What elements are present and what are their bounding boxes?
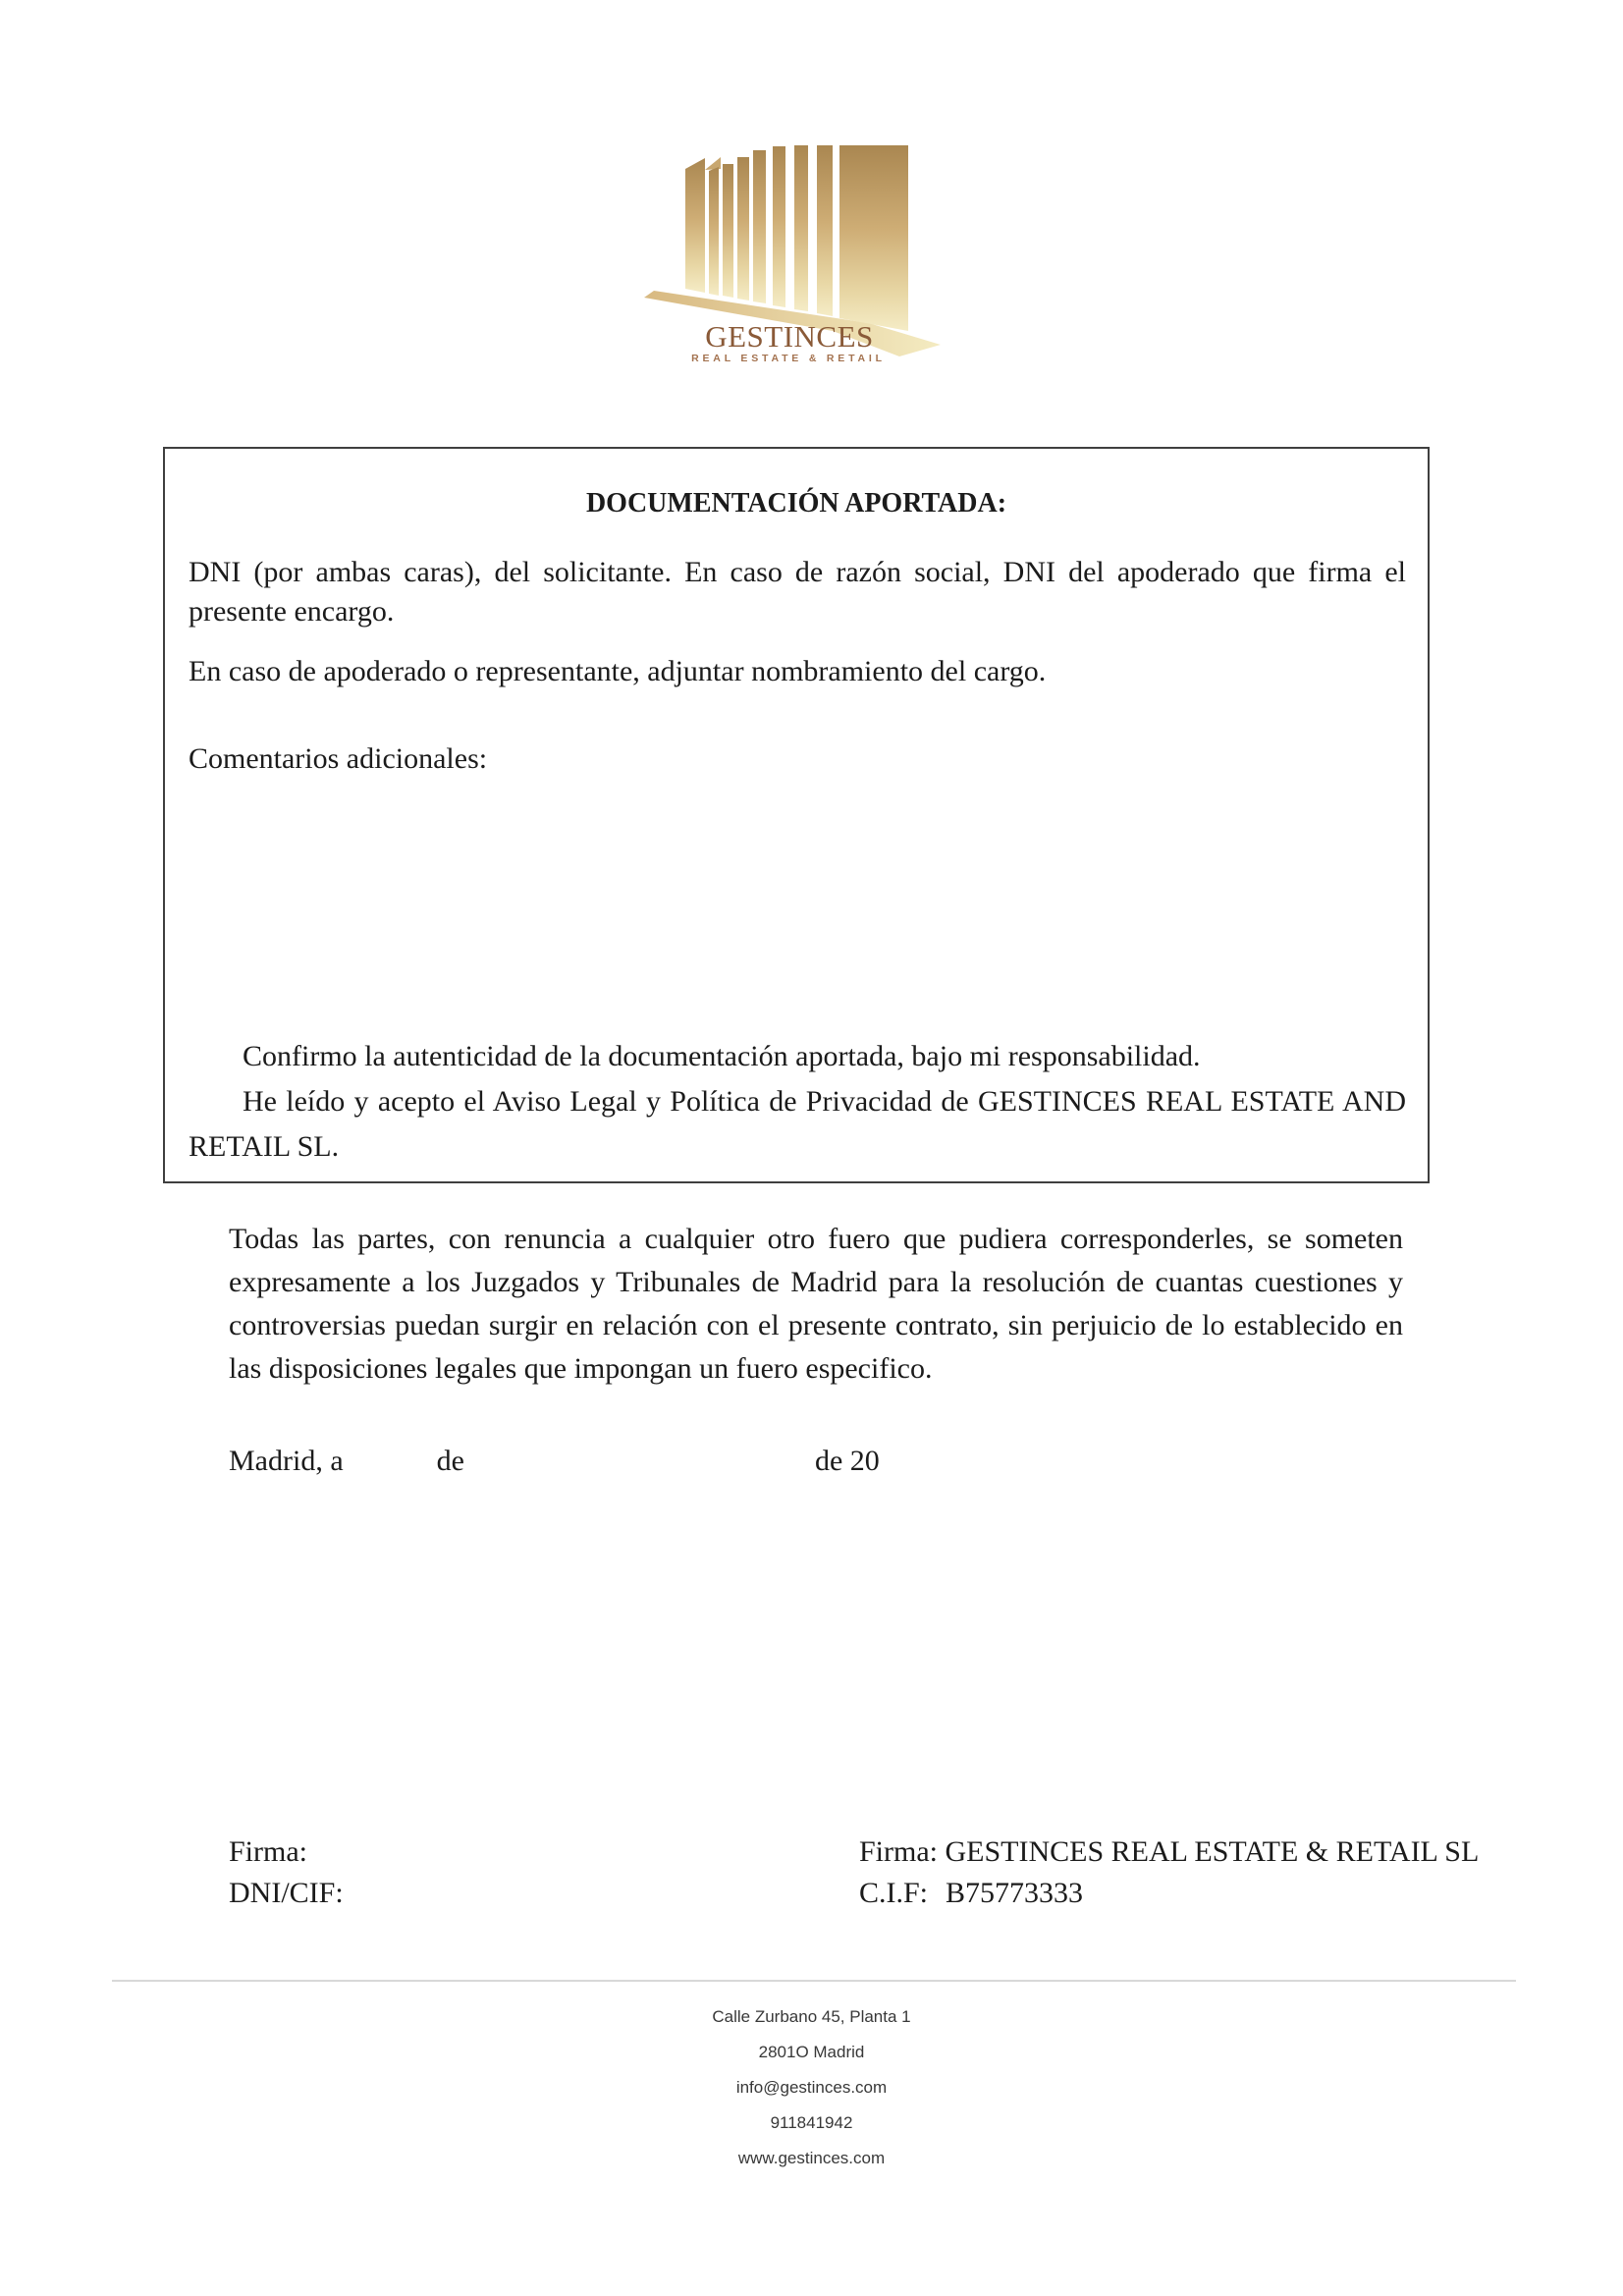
brand-tagline: REAL ESTATE & RETAIL [691,353,886,364]
signature-firma-left-label: Firma: [229,1835,307,1868]
footer-address-line1: Calle Zurbano 45, Planta 1 [712,2007,911,2026]
confirmation-block [189,1034,1406,1170]
footer [0,2005,1623,2182]
footer-email: info@gestinces.com [735,2078,888,2097]
signature-cif-label: C.I.F: [859,1877,929,1909]
footer-divider [112,1980,1516,1982]
date-line [229,1442,880,1481]
signature-firma-right-label: Firma: GESTINCES REAL ESTATE & RETAIL SL [859,1835,1480,1868]
footer-website: www.gestinces.com [737,2149,886,2167]
date-de-1: de [436,1445,464,1477]
date-city-label: Madrid, a [229,1445,344,1477]
signature-cif-value: B75773333 [946,1877,1084,1909]
legal-acceptance-text: He leído y acepto el Aviso Legal y Política de Privacidad de GESTINCES REAL ESTATE AND RETAIL SL. [189,1085,1406,1163]
buildings-logo-graphic [599,108,1031,373]
dni-paragraph: DNI (por ambas caras), del solicitante. En caso de razón social, DNI del apoderado que firma el presente encargo. [189,556,1406,628]
documentation-box [163,447,1430,1183]
footer-address-line2: 2801O Madrid [758,2043,865,2061]
confirm-authenticity-text: Confirmo la autenticidad de la documentación aportada, bajo mi responsabilidad. [243,1040,1201,1072]
brand-wordmark: GESTINCES [705,319,874,354]
signature-cif-row [859,1874,1083,1913]
signature-dni-label: DNI/CIF: [229,1877,344,1909]
date-de-2: de 20 [814,1445,880,1477]
company-logo [599,108,1031,373]
footer-phone: 911841942 [770,2113,853,2132]
jurisdiction-paragraph: Todas las partes, con renuncia a cualquier otro fuero que pudiera corresponderles, se someten expresamente a los Juzgados y Tribunales de Madrid para la resolución de cuantas cuestiones y controversias puedan surgir en relación con el presente contrato, sin perjuicio de lo establecido en las disposiciones legales que impongan un fuero especifico. [229,1223,1403,1385]
box-heading: DOCUMENTACIÓN APORTADA: [585,488,1007,519]
representative-paragraph: En caso de apoderado o representante, adjuntar nombramiento del cargo. [189,655,1047,687]
comments-label: Comentarios adicionales: [189,742,488,775]
